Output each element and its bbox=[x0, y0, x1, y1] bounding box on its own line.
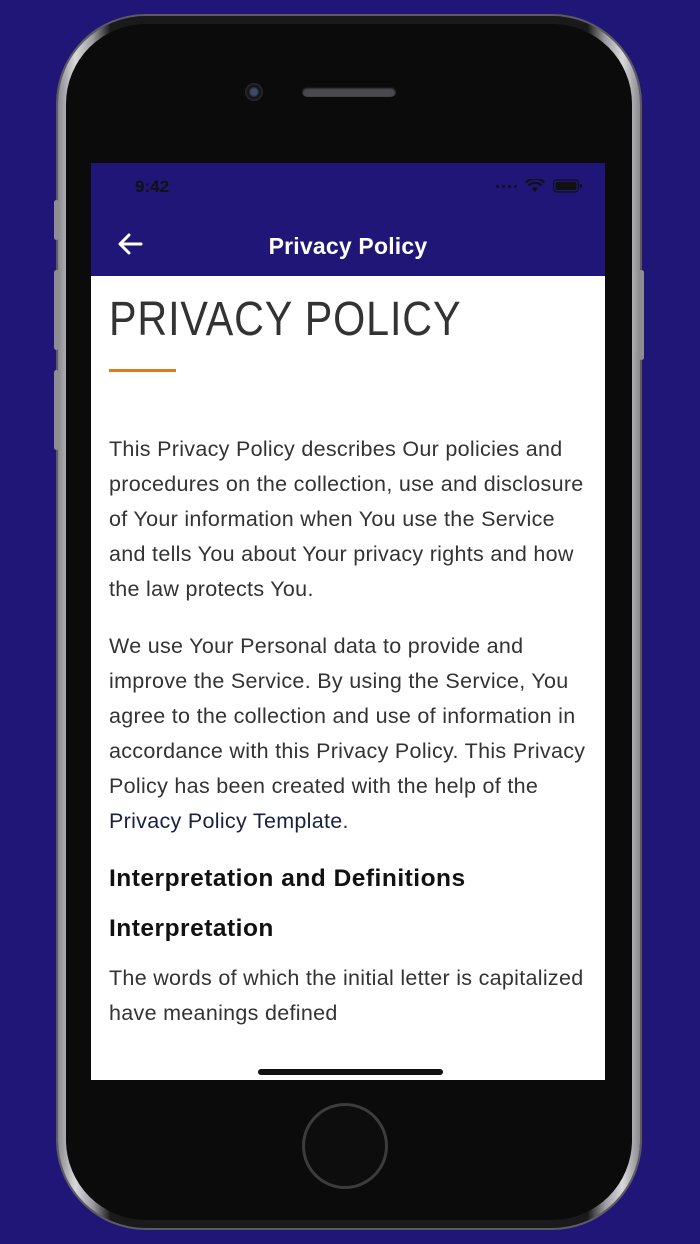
app-bar-title: Privacy Policy bbox=[268, 233, 428, 259]
volume-up-button bbox=[54, 270, 59, 350]
intro-paragraph: This Privacy Policy describes Our policies and procedures on the collection, use and disclosure of Your information when You use the Service and tells You about Your privacy rights and how the law protects You. bbox=[109, 437, 584, 601]
home-button[interactable] bbox=[302, 1103, 388, 1189]
page-title: PRIVACY POLICY bbox=[109, 293, 462, 346]
heading-interpretation: Interpretation bbox=[109, 915, 274, 942]
home-indicator bbox=[258, 1069, 443, 1075]
volume-down-button bbox=[54, 370, 59, 450]
policy-content bbox=[109, 276, 593, 1031]
interpretation-paragraph: The words of which the initial letter is capitalized have meanings defined bbox=[109, 966, 584, 1025]
title-underline bbox=[109, 369, 176, 372]
heading-interpretation-definitions: Interpretation and Definitions bbox=[109, 865, 466, 892]
data-usage-text: We use Your Personal data to provide and improve the Service. By using the Service, You agree to the collection and use of information in accordance with this Privacy Policy. This Privacy Policy has been created with the help of the bbox=[109, 634, 586, 798]
status-icons bbox=[496, 179, 583, 193]
wifi-icon bbox=[525, 179, 545, 193]
data-usage-end: . bbox=[342, 809, 349, 833]
status-time: 9:42 bbox=[135, 177, 170, 196]
privacy-policy-template-link[interactable]: Privacy Policy Template bbox=[109, 809, 343, 833]
front-camera bbox=[245, 83, 263, 101]
signal-icon bbox=[496, 185, 517, 188]
mute-switch bbox=[54, 200, 59, 240]
earpiece-speaker bbox=[302, 87, 396, 97]
data-usage-paragraph bbox=[109, 629, 593, 839]
power-button bbox=[639, 270, 644, 360]
app-bar bbox=[91, 163, 605, 276]
battery-icon bbox=[553, 179, 583, 193]
screen bbox=[91, 163, 605, 1080]
